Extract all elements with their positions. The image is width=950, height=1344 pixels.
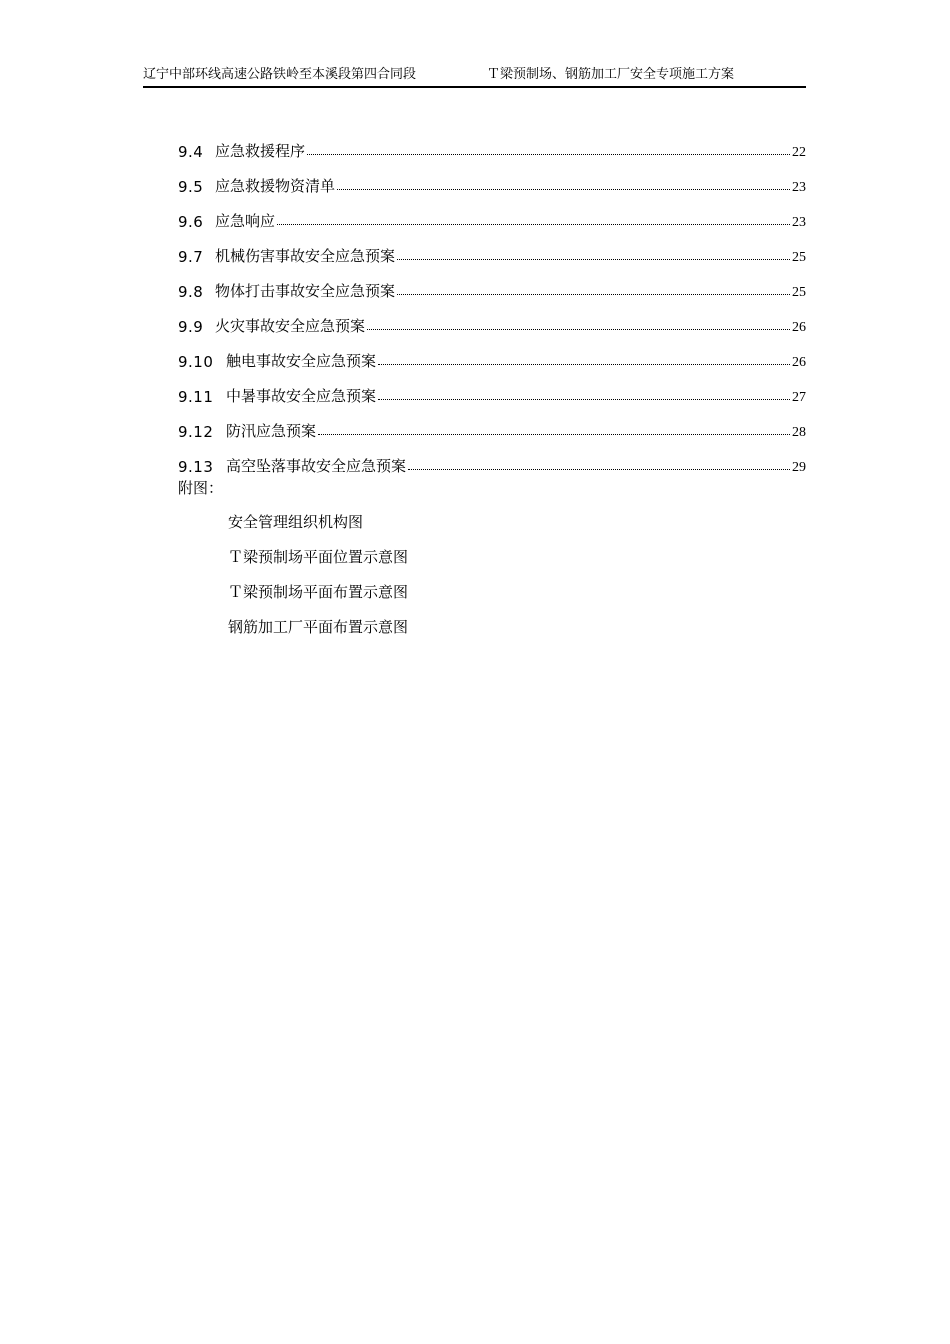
toc-entry [178, 441, 806, 476]
appendix-list [228, 512, 408, 652]
toc-entry-title: 防汛应急预案 [226, 422, 317, 440]
toc-entry-title: 触电事故安全应急预案 [226, 352, 377, 370]
toc-leader-dots [277, 223, 790, 225]
appendix-item: 安全管理组织机构图 [228, 513, 364, 531]
toc-entry-page: 23 [792, 215, 806, 230]
toc-leader-dots [397, 293, 790, 295]
appendix-heading: 附图： [178, 479, 224, 497]
toc-entry-number: 9.4 [178, 143, 204, 161]
toc-entry [178, 301, 806, 336]
toc-leader-dots [367, 328, 790, 330]
toc-entry-title: 应急救援物资清单 [215, 177, 336, 195]
toc-entry-number: 9.10 [178, 353, 214, 371]
toc-entry-title: 中暑事故安全应急预案 [226, 387, 377, 405]
toc-entry-page: 25 [792, 285, 806, 300]
toc-entry-title: 高空坠落事故安全应急预案 [226, 457, 407, 475]
toc-entry [178, 196, 806, 231]
toc-leader-dots [397, 258, 790, 260]
toc-entry-title: 机械伤害事故安全应急预案 [215, 247, 396, 265]
toc-entry-page: 26 [792, 355, 806, 370]
toc-entry [178, 161, 806, 196]
header-project-name: 辽宁中部环线高速公路铁岭至本溪段第四合同段 [143, 67, 417, 82]
toc-entry-number: 9.6 [178, 213, 204, 231]
toc-entry-number: 9.12 [178, 423, 214, 441]
toc-leader-dots [378, 363, 790, 365]
toc-entry-number: 9.9 [178, 318, 204, 336]
toc-entry [178, 126, 806, 161]
toc-entry-page: 22 [792, 145, 806, 160]
toc-entry [178, 231, 806, 266]
toc-leader-dots [378, 398, 790, 400]
toc-entry-title: 应急救援程序 [215, 142, 306, 160]
toc-entry-title: 应急响应 [215, 212, 276, 230]
appendix-item: Ｔ梁预制场平面位置示意图 [228, 548, 409, 566]
toc-entry [178, 336, 806, 371]
toc-entry-page: 25 [792, 250, 806, 265]
toc-leader-dots [408, 468, 790, 470]
toc-entry-number: 9.8 [178, 283, 204, 301]
header-document-title: Ｔ梁预制场、钢筋加工厂安全专项施工方案 [487, 67, 735, 82]
toc-entry [178, 406, 806, 441]
toc-entry-number: 9.11 [178, 388, 214, 406]
toc-entry-title: 物体打击事故安全应急预案 [215, 282, 396, 300]
toc-entry-page: 28 [792, 425, 806, 440]
appendix-item: Ｔ梁预制场平面布置示意图 [228, 583, 409, 601]
toc-leader-dots [307, 153, 790, 155]
toc-entry-number: 9.5 [178, 178, 204, 196]
toc-entry [178, 371, 806, 406]
toc-entry-page: 27 [792, 390, 806, 405]
table-of-contents [178, 126, 806, 476]
page-header [143, 66, 806, 88]
toc-entry-page: 26 [792, 320, 806, 335]
toc-entry-number: 9.7 [178, 248, 204, 266]
toc-entry-number: 9.13 [178, 458, 214, 476]
toc-entry [178, 266, 806, 301]
toc-entry-page: 29 [792, 460, 806, 475]
appendix-item: 钢筋加工厂平面布置示意图 [228, 618, 409, 636]
toc-entry-page: 23 [792, 180, 806, 195]
toc-leader-dots [337, 188, 790, 190]
toc-entry-title: 火灾事故安全应急预案 [215, 317, 366, 335]
toc-leader-dots [318, 433, 790, 435]
